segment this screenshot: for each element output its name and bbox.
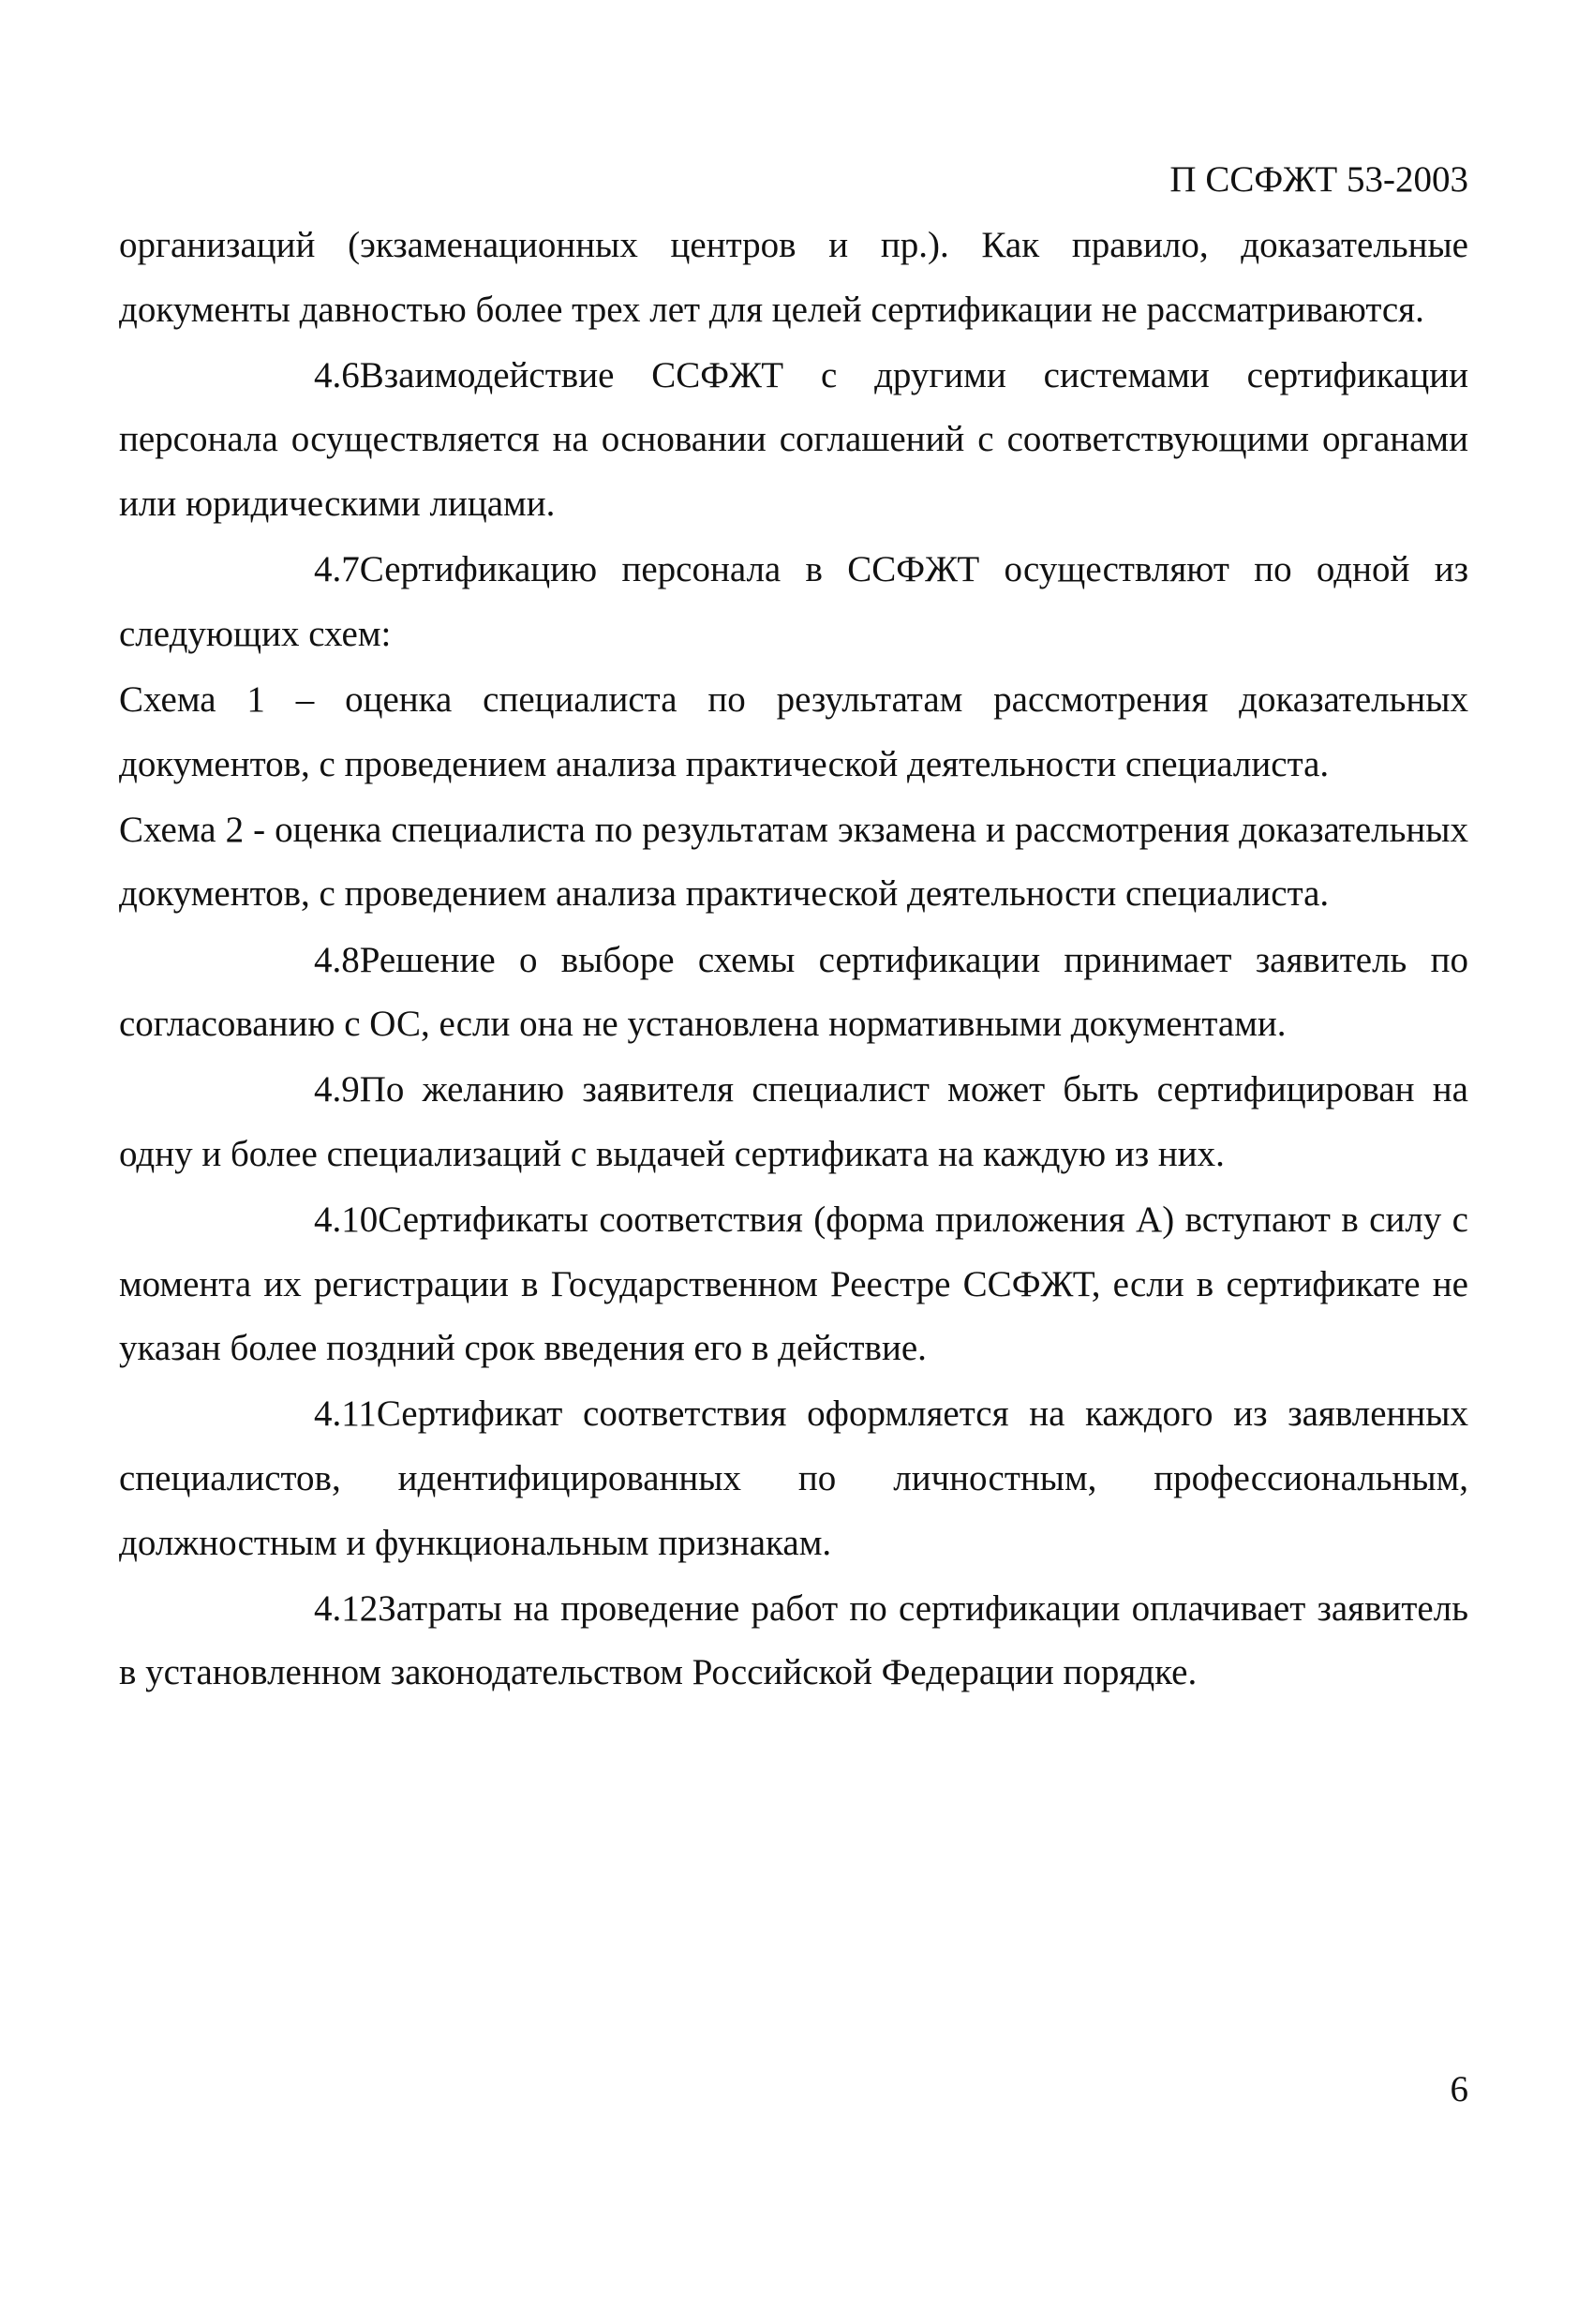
paragraph-4-10 — [119, 1188, 1468, 1381]
paragraph-text: Схема 2 - оценка специалиста по результатам экзамена и рассмотрения доказательных документов, с проведением анализа практической деятельности специалиста. — [119, 809, 1468, 915]
document-body — [119, 214, 1468, 1707]
paragraph-4-11 — [119, 1382, 1468, 1575]
paragraph-scheme-1 — [119, 668, 1468, 797]
document-code-header: П ССФЖТ 53-2003 — [1169, 159, 1468, 200]
paragraph-text: Сертификацию персонала в ССФЖТ осуществляют по одной из следующих схем: — [119, 549, 1468, 654]
paragraph-number: 4.6 — [314, 354, 360, 395]
paragraph-text: Решение о выборе схемы сертификации принимает заявитель по согласованию с ОС, если она не установлена нормативными документами. — [119, 939, 1468, 1045]
paragraph-text: Взаимодействие ССФЖТ с другими системами сертификации персонала осуществляется на основании соглашений с соответствующими органами или юридическими лицами. — [119, 354, 1468, 524]
paragraph-4-8 — [119, 929, 1468, 1057]
paragraph-text: Сертификаты соответствия (форма приложения А) вступают в силу с момента их регистрации в Государственном Реестре ССФЖТ, если в сертификате не указан более поздний срок введения его в действие. — [119, 1199, 1468, 1369]
paragraph-text: организаций (экзаменационных центров и пр.). Как правило, доказательные документы давностью более трех лет для целей сертификации не рассматриваются. — [119, 225, 1468, 330]
paragraph-text: По желанию заявителя специалист может быть сертифицирован на одну и более специализаций с выдачей сертификата на каждую из них. — [119, 1069, 1468, 1174]
paragraph-text: Сертификат соответствия оформляется на каждого из заявленных специалистов, идентифицированных по личностным, профессиональным, должностным и функциональным признакам. — [119, 1393, 1468, 1563]
paragraph-text: Схема 1 – оценка специалиста по результатам рассмотрения доказательных документов, с проведением анализа практической деятельности специалиста. — [119, 678, 1468, 784]
paragraph-number: 4.8 — [314, 939, 360, 980]
paragraph-scheme-2 — [119, 798, 1468, 927]
paragraph-4-6 — [119, 344, 1468, 537]
paragraph-number: 4.9 — [314, 1069, 360, 1110]
paragraph-4-9 — [119, 1058, 1468, 1186]
paragraph-4-12 — [119, 1577, 1468, 1706]
paragraph-text: Затраты на проведение работ по сертификации оплачивает заявитель в установленном законодательством Российской Федерации порядке. — [119, 1587, 1468, 1693]
paragraph-number: 4.10 — [314, 1199, 379, 1241]
paragraph-number: 4.12 — [314, 1587, 379, 1629]
paragraph-4-7 — [119, 538, 1468, 666]
paragraph-number: 4.11 — [314, 1393, 377, 1435]
paragraph-continuation — [119, 214, 1468, 342]
paragraph-number: 4.7 — [314, 549, 360, 590]
page-number: 6 — [1450, 2069, 1468, 2109]
